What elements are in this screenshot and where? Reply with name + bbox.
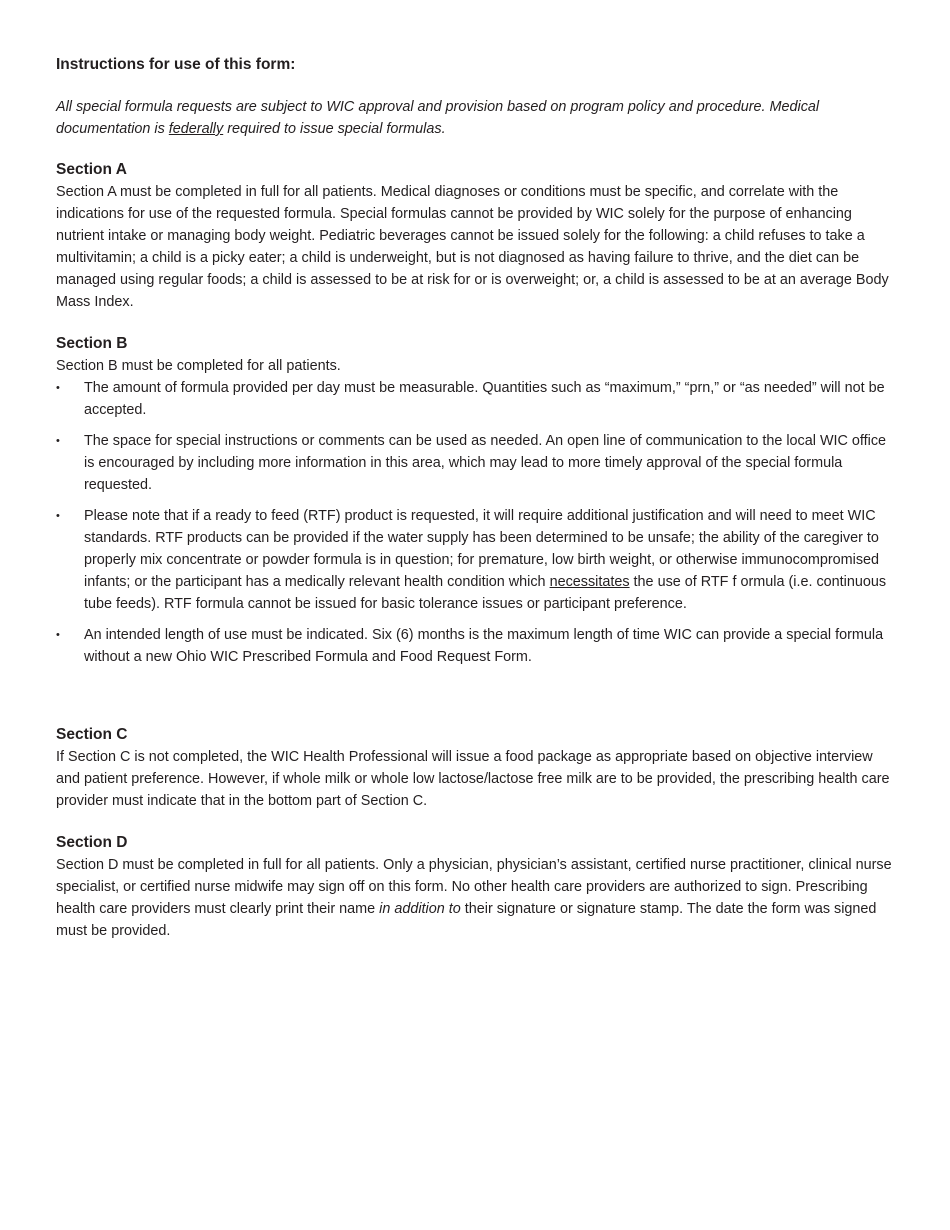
section-b-intro: Section B must be completed for all patients. [56,358,341,374]
section-d-italic-phrase: in addition to [379,901,461,917]
bullet-1-text: The amount of formula provided per day must be measurable. Quantities such as “maximum,” “prn,” or “as needed” will not be accepted. [84,380,885,418]
bullet-3-underlined-word: necessitates [549,574,630,590]
bullet-3-text-end: the use of RTF f ormula (i.e. continuous tube feeds). RTF formula cannot be issued for basic tolerance issues or participant preference. [84,574,887,612]
section-c-body: If Section C is not completed, the WIC Health Professional will issue a food package as appropriate based on objective interview and patient preference. However, if whole milk or whole low lactose/lactose free milk are to be provided, the prescribing health care provider must indicate that in the bottom part of Section C. [56,749,890,809]
instructions-page [56,54,898,962]
notice-text-end: required to issue special formulas. [223,121,446,137]
section-b-bullet-4 [56,624,898,668]
bullet-3-text-start: Please note that if a ready to feed (RTF) product is requested, it will require additional justification and will need to meet WIC standards. RTF products can be provided if the water supply has been determined to be unsafe; the ability of the caregiver to properly mix concentrate or powder formula is in question; for premature, low birth weight, or otherwise immunocompromised infants; or the participant has a medically relevant health condition which [84,508,880,590]
section-b-bullet-list [56,377,898,668]
section-d-text-end: their signature or signature stamp. The date the form was signed must be provided. [56,901,877,939]
section-b-heading: Section B [56,335,128,352]
bullet-4-text: An intended length of use must be indicated. Six (6) months is the maximum length of time WIC can provide a special formula without a new Ohio WIC Prescribed Formula and Food Request Form. [84,627,884,665]
section-a-heading: Section A [56,161,127,178]
section-d [56,832,898,942]
section-c-heading: Section C [56,726,128,743]
bullet-dot-icon: • [56,382,60,394]
approval-notice [56,96,898,140]
section-b [56,333,898,668]
section-a-body: Section A must be completed in full for all patients. Medical diagnoses or conditions must be specific, and correlate with the indications for use of the requested formula. Special formulas cannot be provided by WIC solely for the purpose of enhancing nutrient intake or managing body weight. Pediatric beverages cannot be issued solely for the following: a child refuses to take a multivitamin; a child is a picky eater; a child is underweight, but is not diagnosed as having failure to thrive, and the diet can be managed using regular foods; a child is assessed to be at risk for or is overweight; or, a child is assessed to be at an average Body Mass Index. [56,184,889,310]
section-b-bullet-2 [56,430,898,496]
bullet-dot-icon: • [56,629,60,641]
section-c [56,724,898,812]
bullet-dot-icon: • [56,435,60,447]
section-b-bullet-3 [56,505,898,615]
notice-text-start: All special formula requests are subject to WIC approval and provision based on program policy and procedure. Medical documentation is [56,99,820,137]
section-d-text-start: Section D must be completed in full for all patients. Only a physician, physician’s assistant, certified nurse practitioner, clinical nurse specialist, or certified nurse midwife may sign off on this form. No other health care providers are authorized to sign. Prescribing health care providers must clearly print their name [56,857,892,917]
section-spacer [56,688,898,724]
bullet-dot-icon: • [56,510,60,522]
bullet-2-text: The space for special instructions or comments can be used as needed. An open line of communication to the local WIC office is encouraged by including more information in this area, which may lead to more timely approval of the special formula requested. [84,433,887,493]
section-d-heading: Section D [56,834,128,851]
page-title: Instructions for use of this form: [56,56,296,73]
section-b-bullet-1 [56,377,898,421]
section-a [56,159,898,313]
section-d-body [56,854,898,942]
notice-underlined-word: federally [168,121,224,137]
